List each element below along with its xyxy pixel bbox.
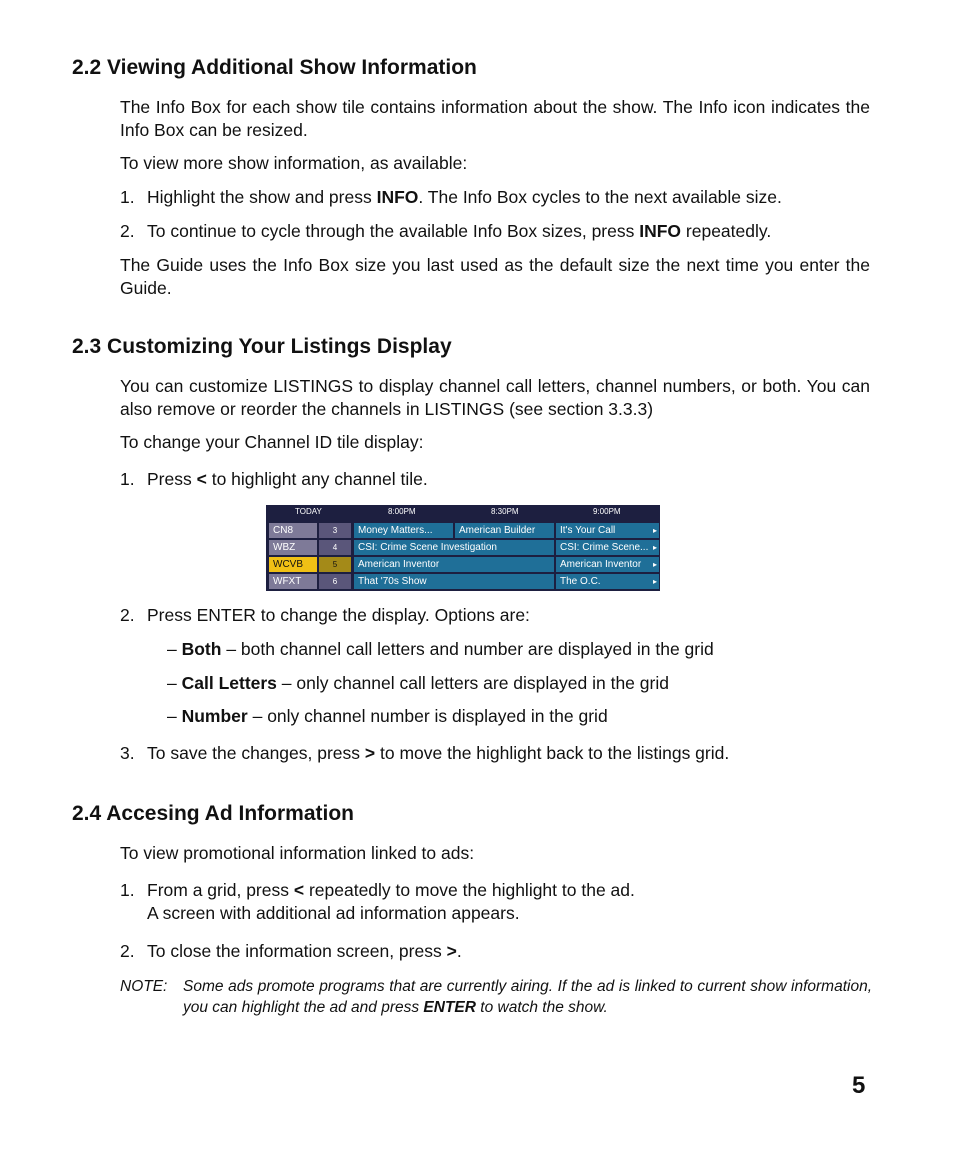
s23-paragraph-2: To change your Channel ID tile display: [120, 432, 424, 452]
section-2-3-heading: 2.3 Customizing Your Listings Display [72, 335, 452, 358]
step-number: 1. [120, 880, 135, 900]
guide-row-selected [266, 556, 660, 572]
guide-row [266, 522, 660, 538]
step-text: Press ENTER to change the display. Options are: [147, 605, 530, 625]
option-text: – only channel call letters are displayed in the grid [276, 673, 669, 693]
step-text: repeatedly. [681, 221, 772, 241]
show-tile[interactable] [556, 523, 659, 538]
channel-tile[interactable]: WFXT [269, 574, 317, 589]
s23-step-3 [120, 742, 880, 765]
s24-paragraph-1: To view promotional information linked to ads: [120, 843, 475, 863]
key-right: > [364, 743, 376, 763]
guide-time-1: 8:00PM [388, 507, 416, 516]
note [120, 976, 872, 1018]
step-text: To continue to cycle through the available Info Box sizes, press [147, 221, 640, 241]
step-text: Highlight the show and press [147, 187, 377, 207]
listings-guide-grid [266, 505, 660, 591]
s23-step-1 [120, 468, 880, 491]
guide-row [266, 539, 660, 555]
s22-paragraph-1: The Info Box for each show tile contains information about the show. The Info icon indicates the Info Box can be resized. [120, 97, 870, 140]
page-number: 5 [852, 1072, 866, 1099]
section-2-2-heading: 2.2 Viewing Additional Show Information [72, 56, 477, 79]
option-name: Call Letters [181, 673, 277, 693]
key-info: INFO [639, 221, 682, 241]
guide-day-label: TODAY [295, 507, 322, 516]
option-call-letters [167, 672, 669, 695]
note-text [120, 976, 872, 1018]
step-number: 1. [120, 469, 135, 489]
step-text: From a grid, press [147, 880, 294, 900]
key-left: < [196, 469, 207, 489]
more-arrow-icon: ▸ [652, 526, 657, 535]
channel-number: 5 [319, 557, 351, 572]
show-title: The O.C. [560, 576, 601, 587]
step-number: 2. [120, 605, 135, 625]
show-tile[interactable] [556, 574, 659, 589]
option-text: – only channel number is displayed in the grid [247, 706, 608, 726]
key-info: INFO [376, 187, 419, 207]
option-name: Number [181, 706, 248, 726]
s22-paragraph-2: To view more show information, as available: [120, 153, 468, 173]
channel-number: 6 [319, 574, 351, 589]
step-text: To close the information screen, press [147, 941, 447, 961]
s22-step-2 [120, 220, 880, 243]
show-title: American Inventor [560, 559, 642, 570]
channel-tile[interactable]: CN8 [269, 523, 317, 538]
show-tile[interactable]: CSI: Crime Scene Investigation [354, 540, 554, 555]
step-text: To save the changes, press [147, 743, 365, 763]
show-tile[interactable]: American Builder [455, 523, 554, 538]
step-text: to move the highlight back to the listings grid. [375, 743, 730, 763]
option-name: Both [181, 639, 222, 659]
note-label: NOTE: [120, 978, 168, 995]
option-both [167, 638, 714, 661]
s22-paragraph-3: The Guide uses the Info Box size you last used as the default size the next time you enter the Guide. [120, 255, 870, 298]
show-tile[interactable]: That '70s Show [354, 574, 554, 589]
guide-time-2: 8:30PM [491, 507, 519, 516]
more-arrow-icon: ▸ [652, 560, 657, 569]
show-tile[interactable] [556, 557, 659, 572]
channel-tile-highlighted[interactable]: WCVB [269, 557, 317, 572]
step-text: to highlight any channel tile. [206, 469, 428, 489]
note-key-enter: ENTER [423, 999, 476, 1016]
show-tile[interactable]: Money Matters... [354, 523, 453, 538]
step-text: . The Info Box cycles to the next available size. [418, 187, 782, 207]
step-number: 2. [120, 941, 135, 961]
more-arrow-icon: ▸ [652, 543, 657, 552]
show-tile[interactable]: American Inventor [354, 557, 554, 572]
section-2-4-heading: 2.4 Accesing Ad Information [72, 802, 354, 825]
show-title: CSI: Crime Scene... [560, 542, 649, 553]
channel-tile[interactable]: WBZ [269, 540, 317, 555]
step-text: . [456, 941, 462, 961]
s24-step-1 [120, 879, 880, 925]
show-title: It's Your Call [560, 525, 616, 536]
step-continuation: A screen with additional ad information appears. [147, 903, 520, 923]
step-text: repeatedly to move the highlight to the ad. [304, 880, 635, 900]
step-number: 3. [120, 743, 135, 763]
key-left: < [293, 880, 305, 900]
option-dash: – [167, 706, 182, 726]
s23-paragraph-1: You can customize LISTINGS to display channel call letters, channel numbers, or both. You can also remove or reorder the channels in LISTINGS (see section 3.3.3) [120, 376, 870, 419]
note-text-part: Some ads promote programs that are currently airing. If the ad is linked to current show information, you can highlight the ad and press [183, 978, 872, 1016]
guide-time-3: 9:00PM [593, 507, 621, 516]
step-number: 1. [120, 187, 135, 207]
guide-row [266, 573, 660, 589]
step-number: 2. [120, 221, 135, 241]
channel-number: 3 [319, 523, 351, 538]
option-dash: – [167, 639, 182, 659]
s22-step-1 [120, 186, 880, 209]
note-text-part: to watch the show. [475, 999, 608, 1016]
key-right: > [446, 941, 457, 961]
more-arrow-icon: ▸ [652, 577, 657, 586]
step-text: Press [147, 469, 197, 489]
option-dash: – [167, 673, 182, 693]
s24-step-2 [120, 940, 880, 963]
option-text: – both channel call letters and number are displayed in the grid [221, 639, 714, 659]
channel-number: 4 [319, 540, 351, 555]
option-number [167, 705, 608, 728]
show-tile[interactable] [556, 540, 659, 555]
s23-step-2 [120, 604, 880, 627]
